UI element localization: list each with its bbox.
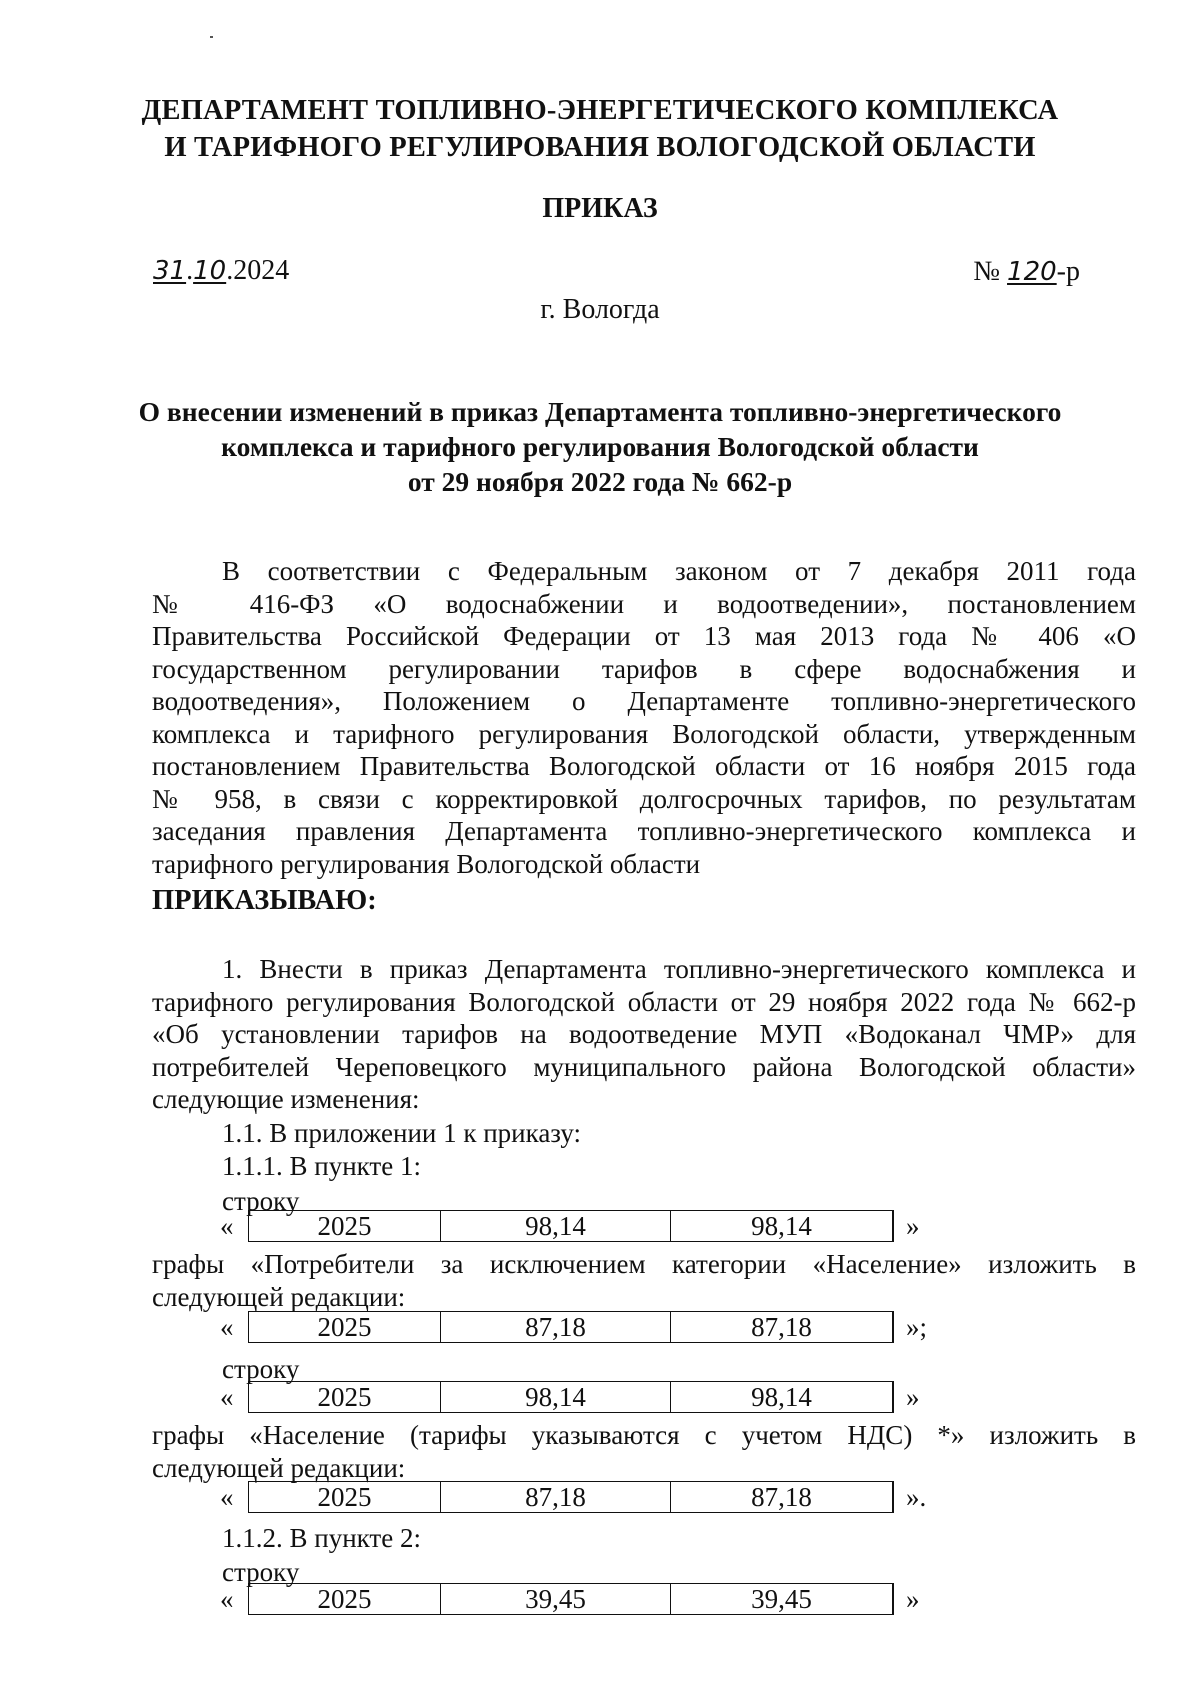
title-line-3: от 29 ноября 2022 года № 662-р: [407, 466, 793, 497]
cell-value-1: 98,14: [441, 1382, 671, 1412]
quote-close: »: [906, 1381, 920, 1412]
row-cells: [248, 1481, 894, 1513]
cell-year: 2025: [249, 1584, 441, 1614]
subitem-1-1: 1.1. В приложении 1 к приказу:: [222, 1118, 582, 1148]
row-cells: [248, 1583, 894, 1615]
cell-year: 2025: [249, 1482, 441, 1512]
preamble-line: комплекса и тарифного регулирования Вологодской области, утвержденным: [152, 718, 1136, 749]
document-title: [0, 394, 1200, 499]
graph-1-line: графы «Потребители за исключением категории «Население» изложить в: [152, 1249, 1136, 1279]
cell-value-2: 98,14: [671, 1382, 893, 1412]
item-1-line: следующие изменения:: [152, 1084, 420, 1114]
header-line-1: ДЕПАРТАМЕНТ ТОПЛИВНО-ЭНЕРГЕТИЧЕСКОГО КОМПЛЕКСА: [141, 95, 1059, 126]
document-type: ПРИКАЗ: [542, 193, 658, 224]
graph-2-line: графы «Население (тарифы указываются с учетом НДС) *» изложить в: [152, 1420, 1136, 1450]
preamble-line: заседания правления Департамента топливно-энергетического комплекса и: [152, 816, 1136, 846]
department-header: [0, 92, 1200, 166]
item-1-line: потребителей Череповецкого муниципального района Вологодской области»: [152, 1051, 1136, 1082]
number-value: 120: [1007, 257, 1057, 287]
word-row-2: строку: [222, 1354, 300, 1384]
quote-close: »: [906, 1210, 920, 1241]
date-month: 10: [193, 256, 227, 286]
row-cells: [248, 1311, 894, 1343]
cell-year: 2025: [249, 1211, 441, 1241]
word-row-3: строку: [222, 1557, 300, 1587]
quote-open: «: [220, 1311, 234, 1342]
quote-open: «: [220, 1210, 234, 1241]
number-prefix: №: [973, 256, 1008, 287]
quote-open: «: [220, 1583, 234, 1614]
row-cells: [248, 1210, 894, 1242]
number-suffix: -р: [1056, 256, 1080, 287]
item-1-line: тарифного регулирования Вологодской области от 29 ноября 2022 года № 662-р: [152, 986, 1136, 1017]
quote-close: »: [906, 1583, 920, 1614]
subitem-1-1-2: 1.1.2. В пункте 2:: [222, 1523, 421, 1553]
preamble-line: Правительства Российской Федерации от 13 мая 2013 года № 406 «О: [152, 621, 1136, 651]
quote-open: «: [220, 1481, 234, 1512]
date-year: .2024: [226, 255, 290, 286]
preamble-line: постановлением Правительства Вологодской области от 16 ноября 2015 года: [152, 751, 1136, 781]
cell-year: 2025: [249, 1382, 441, 1412]
quote-close: »;: [906, 1311, 928, 1342]
title-line-1: О внесении изменений в приказ Департамента топливно-энергетического: [138, 396, 1062, 427]
table-row: [220, 1311, 927, 1343]
cell-value-1: 98,14: [441, 1211, 671, 1241]
graph-1-text: [152, 1248, 1136, 1313]
quote-open: «: [220, 1381, 234, 1412]
preamble-line: В соответствии с Федеральным законом от 7 декабря 2011 года: [222, 556, 1136, 586]
item-1-paragraph: [152, 953, 1136, 1116]
preamble-paragraph: [152, 555, 1136, 880]
cell-value-2: 39,45: [671, 1584, 893, 1614]
preamble-line: тарифного регулирования Вологодской области: [152, 848, 701, 879]
table-row: [220, 1583, 920, 1615]
date-day: 31: [153, 256, 187, 286]
item-1-line: «Об установлении тарифов на водоотведение МУП «Водоканал ЧМР» для: [152, 1019, 1136, 1049]
subitem-1-1-1: 1.1.1. В пункте 1:: [222, 1151, 421, 1181]
preamble-line: водоотведения», Положением о Департаменте топливно-энергетического: [152, 686, 1136, 716]
cell-value-2: 87,18: [671, 1482, 893, 1512]
preamble-line: № 416-ФЗ «О водоснабжении и водоотведении», постановлением: [152, 588, 1136, 619]
table-row: [220, 1381, 920, 1413]
cell-year: 2025: [249, 1312, 441, 1342]
row-cells: [248, 1381, 894, 1413]
table-row: [220, 1210, 920, 1242]
orders-label: ПРИКАЗЫВАЮ:: [152, 885, 377, 916]
date-sep: .: [186, 255, 194, 286]
document-date: [153, 255, 289, 288]
city: г. Вологда: [540, 294, 660, 325]
graph-1-line: следующей редакции:: [152, 1281, 406, 1312]
cell-value-2: 87,18: [671, 1312, 893, 1342]
header-line-2: И ТАРИФНОГО РЕГУЛИРОВАНИЯ ВОЛОГОДСКОЙ ОБЛАСТИ: [164, 132, 1036, 163]
document-number: [973, 256, 1080, 289]
item-1-line: 1. Внести в приказ Департамента топливно-энергетического комплекса и: [222, 954, 1136, 984]
word-row-1: строку: [222, 1186, 300, 1216]
quote-close: ».: [906, 1481, 927, 1512]
cell-value-2: 98,14: [671, 1211, 893, 1241]
graph-2-line: следующей редакции:: [152, 1452, 406, 1483]
cell-value-1: 39,45: [441, 1584, 671, 1614]
cell-value-1: 87,18: [441, 1482, 671, 1512]
preamble-line: № 958, в связи с корректировкой долгосрочных тарифов, по результатам: [152, 783, 1136, 814]
scan-speck: [210, 36, 213, 38]
preamble-line: государственном регулировании тарифов в сфере водоснабжения и: [152, 653, 1136, 684]
table-row: [220, 1481, 926, 1513]
title-line-2: комплекса и тарифного регулирования Вологодской области: [221, 431, 979, 462]
cell-value-1: 87,18: [441, 1312, 671, 1342]
graph-2-text: [152, 1419, 1136, 1484]
